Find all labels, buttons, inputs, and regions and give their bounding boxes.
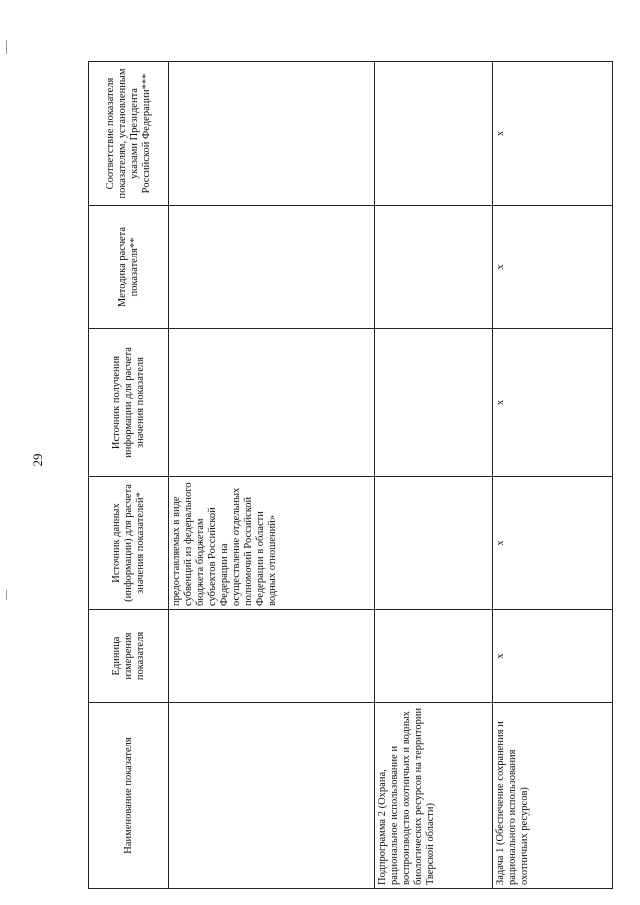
table-row	[375, 62, 493, 889]
table-cell	[375, 62, 493, 206]
table-row	[169, 62, 375, 889]
table-cell: x	[493, 610, 613, 703]
header-decree-match: Соответствие показателя показателям, установленным указами Президента Российской Федерации***	[89, 62, 169, 206]
header-data-source: Источник данных (информации) для расчета значения показателей*	[89, 477, 169, 610]
table-cell	[169, 206, 375, 329]
table-cell	[169, 703, 375, 889]
table-cell: Задача 1 (Обеспечение сохранения и рационального использования охотничьих ресурсов)	[493, 703, 613, 889]
table-cell	[169, 62, 375, 206]
header-method: Методика расчета показателя**	[89, 206, 169, 329]
table-row	[493, 62, 613, 889]
indicators-table	[88, 61, 613, 889]
header-indicator-name: Наименование показателя	[89, 703, 169, 889]
header-unit: Единица измерения показателя	[89, 610, 169, 703]
table-cell: предоставляемых в виде субвенций из федерального бюджета бюджетам субъектов Российской Федерации на осуществление отдельных полномочий Российской Федерации в области водных отношений»	[169, 477, 375, 610]
table-cell: x	[493, 206, 613, 329]
table-cell: x	[493, 329, 613, 477]
scan-mark-left	[6, 40, 7, 54]
scan-mark-left-lower	[6, 590, 7, 600]
table-cell	[375, 477, 493, 610]
table-cell: x	[493, 477, 613, 610]
table-header-row	[89, 62, 169, 889]
table-cell	[375, 610, 493, 703]
table-cell: x	[493, 62, 613, 206]
header-info-source: Источник получения информации для расчета значения показателя	[89, 329, 169, 477]
rotated-table-container	[88, 62, 612, 889]
table-cell: Подпрограмма 2 (Охрана, рациональное использование и воспроизводство охотничьих и водных биологических ресурсов на территории Тверской области)	[375, 703, 493, 889]
table-cell	[375, 206, 493, 329]
table-cell	[375, 329, 493, 477]
table-cell	[169, 329, 375, 477]
page-number: 29	[30, 453, 45, 467]
table-cell	[169, 610, 375, 703]
